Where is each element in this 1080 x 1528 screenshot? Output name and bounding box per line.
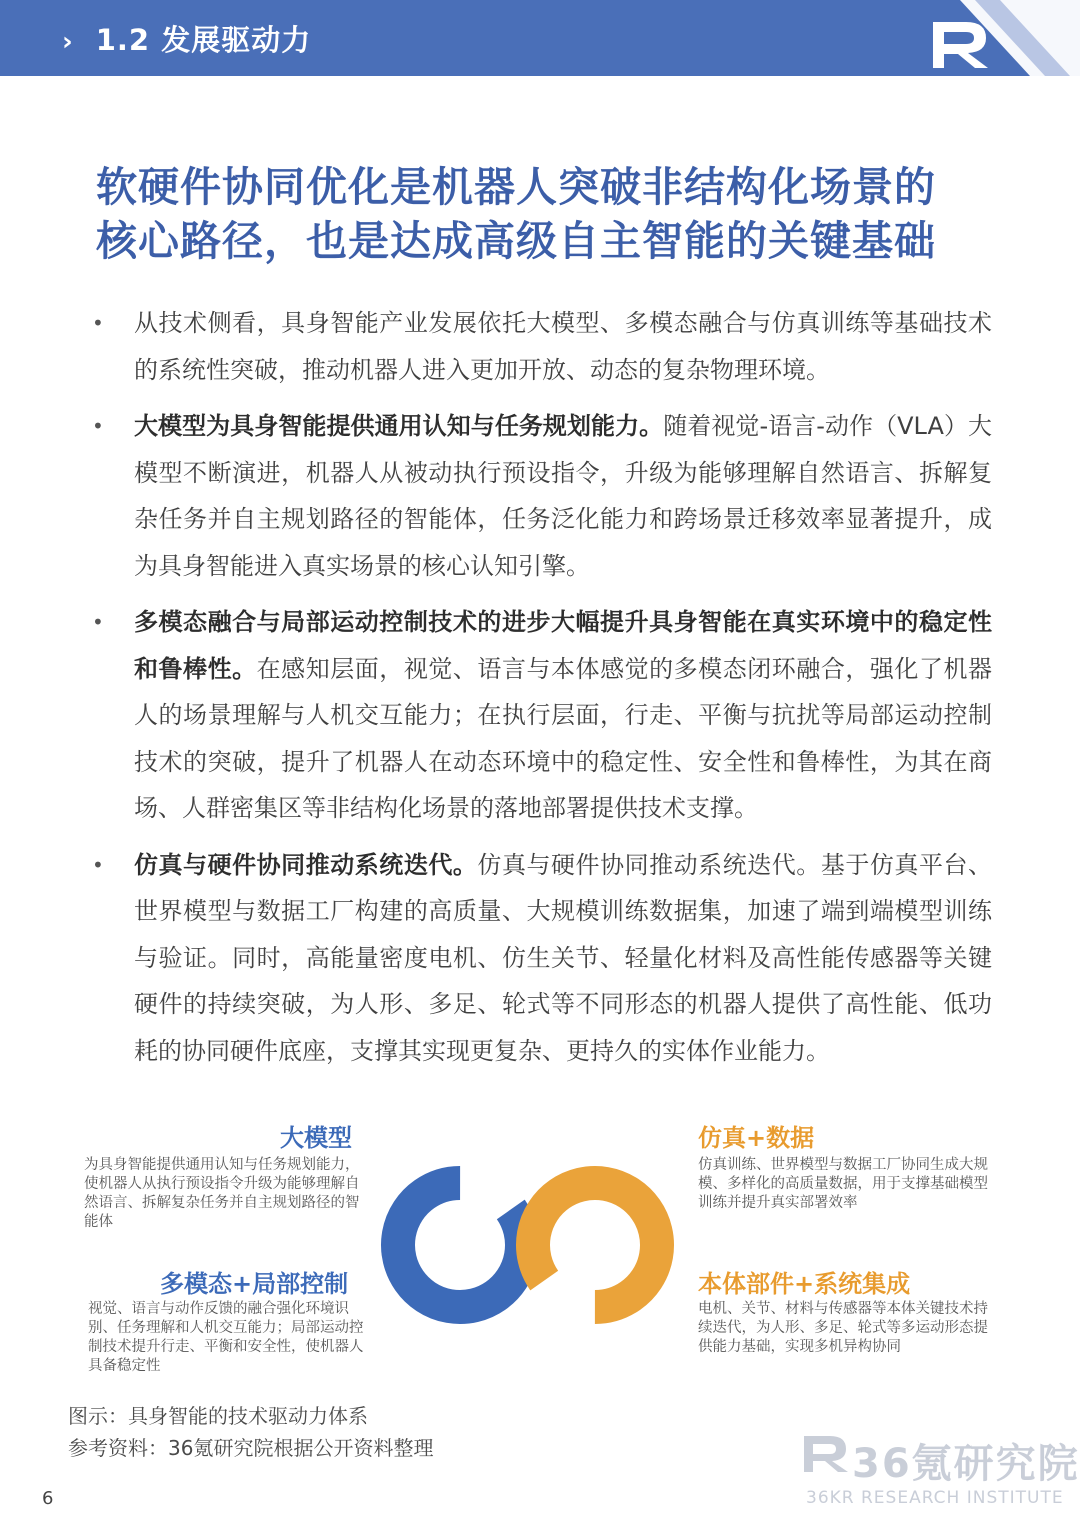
- bullet-text: 随着视觉-语言-动作（VLA）大模型不断演进，机器人从被动执行预设指令，升级为能够理解自然语言、拆解复杂任务并自主规划路径的智能体，任务泛化能力和跨场景迁移效率显著提升，成为具身智能进入真实场景的核心认知引擎。: [134, 412, 993, 580]
- page-title-line-2: 核心路径，也是达成高级自主智能的关键基础: [96, 217, 936, 265]
- page-number: 6: [42, 1488, 54, 1509]
- section-title-text: 1.2 发展驱动力: [95, 23, 312, 57]
- bullet-dot-icon: •: [92, 414, 104, 438]
- figure-caption: 图示：具身智能的技术驱动力体系: [68, 1404, 368, 1428]
- orange-loop: [509, 1159, 680, 1332]
- diagram-desc-large-model: 为具身智能提供通用认知与任务规划能力，使机器人从执行预设指令升级为能够理解自然语言、拆解复杂任务并自主规划路径的智能体: [84, 1157, 360, 1230]
- driver-diagram: [0, 1110, 1080, 1400]
- bullet-dot-icon: •: [92, 852, 104, 877]
- section-title: [62, 18, 311, 59]
- diagram-title-large-model: 大模型: [280, 1124, 352, 1152]
- bullet-text: 在感知层面，视觉、语言与本体感觉的多模态闭环融合，强化了机器人的场景理解与人机交互能力；在执行层面，行走、平衡与抗扰等局部运动控制技术的突破，提升了机器人在动态环境中的稳定性、安全性和鲁棒性，为其在商场、人群密集区等非结构化场景的落地部署提供技术支撑。: [134, 654, 993, 822]
- bullet-text: 从技术侧看，具身智能产业发展依托大模型、多模态融合与仿真训练等基础技术的系统性突破，推动机器人进入更加开放、动态的复杂物理环境。: [134, 309, 992, 384]
- bullet-dot-icon: •: [92, 311, 104, 335]
- diagram-title-multimodal: 多模态+局部控制: [160, 1270, 349, 1298]
- bullet-bold-lead: 大模型为具身智能提供通用认知与任务规划能力。: [134, 412, 664, 440]
- bullet-dot-icon: •: [92, 610, 104, 634]
- watermark-cn: 36氪研究院: [852, 1441, 1080, 1487]
- source-caption: 参考资料：36氪研究院根据公开资料整理: [68, 1436, 434, 1460]
- chevron-right-icon: ›: [62, 27, 74, 57]
- watermark-logo-icon: [800, 1430, 850, 1480]
- diagram-desc-multimodal: 视觉、语言与动作反馈的融合强化环境识别、任务理解和人机交互能力；局部运动控制技术提升行走、平衡和安全性，使机器人具备稳定性: [88, 1301, 364, 1374]
- infinity-loop-icon: [380, 1150, 680, 1350]
- diagram-title-simulation: 仿真+数据: [698, 1124, 815, 1152]
- bullet-item: [92, 842, 992, 1075]
- bullet-item: [92, 300, 992, 393]
- page-title: [96, 160, 996, 268]
- diagram-desc-hardware: 电机、关节、材料与传感器等本体关键技术持续迭代，为人形、多足、轮式等多运动形态提供能力基础，实现多机异构协同: [698, 1301, 988, 1355]
- watermark-en: 36KR RESEARCH INSTITUTE: [806, 1488, 1064, 1508]
- diagram-title-hardware: 本体部件+系统集成: [698, 1270, 911, 1298]
- bullet-item: [92, 403, 992, 589]
- bullet-text: 仿真与硬件协同推动系统迭代。基于仿真平台、世界模型与数据工厂构建的高质量、大规模训练数据集，加速了端到端模型训练与验证。同时，高能量密度电机、仿生关节、轻量化材料及高性能传感器等关键硬件的持续突破，为人形、多足、轮式等不同形态的机器人提供了高性能、低功耗的协同硬件底座，支撑其实现更复杂、更持久的实体作业能力。: [134, 850, 993, 1065]
- diagram-desc-simulation: 仿真训练、世界模型与数据工厂协同生成大规模、多样化的高质量数据，用于支撑基础模型训练并提升真实部署效率: [698, 1157, 988, 1211]
- bullet-item: [92, 599, 992, 832]
- header-band: [0, 0, 1080, 76]
- page-title-line-1: 软硬件协同优化是机器人突破非结构化场景的: [96, 163, 936, 211]
- bullet-bold-lead: 多模态融合与局部运动控制技术的进步大幅提升具身智能在真实环境中的稳定性和鲁棒性。: [134, 608, 992, 683]
- bullet-list: [92, 300, 992, 1084]
- bullet-bold-lead: 仿真与硬件协同推动系统迭代。: [134, 850, 478, 879]
